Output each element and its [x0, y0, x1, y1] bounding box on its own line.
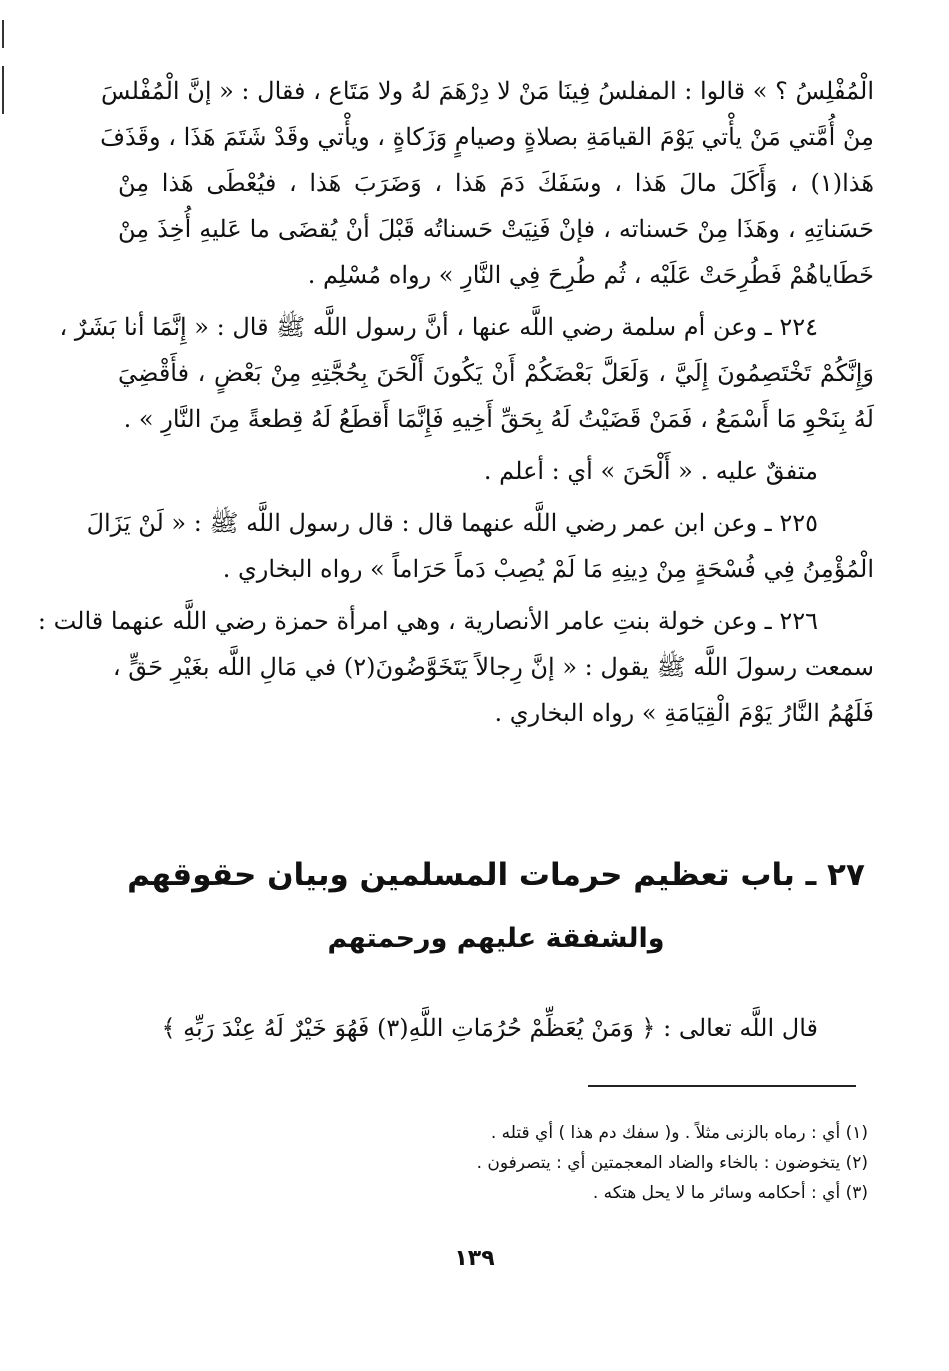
paragraph-hadith-225	[86, 500, 874, 592]
paragraph-hadith-223-end	[100, 68, 874, 298]
text-line: مِنْ أُمَّتي مَنْ يأْتي يَوْمَ القيامَةِ بصلاةٍ وصيامٍ وَزَكاةٍ ، ويأْتي وقَدْ شَتَمَ هَذَا ، وقَذَفَ	[100, 123, 874, 151]
quran-verse: قال اللَّه تعالى : ﴿ وَمَنْ يُعَظِّمْ حُرُمَاتِ اللَّهِ(٣) فَهُوَ خَيْرٌ لَهُ عِنْدَ رَبِّهِ ﴾	[161, 1014, 818, 1042]
text-line: ٢٢٥ ـ وعن ابن عمر رضي اللَّه عنهما قال : قال رسول اللَّه ﷺ : « لَنْ يَزَالَ	[86, 509, 818, 537]
text-line: خَطَاياهُمْ فَطُرِحَتْ عَلَيْه ، ثُم طُرِحَ فِي النَّارِ » رواه مُسْلِم .	[307, 261, 874, 289]
paragraph-hadith-226	[37, 598, 874, 736]
footnote: (٢) يتخوضون : بالخاء والضاد المعجمتين أي : يتصرفون .	[476, 1153, 868, 1173]
paragraph-hadith-224	[59, 304, 874, 442]
text-line: وَإِنَّكُمْ تَخْتَصِمُونَ إِلَيَّ ، وَلَعَلَّ بَعْضَكُمْ أَنْ يَكُونَ أَلْحَنَ بِحُجَّتِهِ مِنْ بَعْضٍ ، فأَقْضِيَ	[118, 359, 874, 387]
binding-mark	[2, 20, 4, 48]
text-line: لَهُ بِنَحْوِ مَا أَسْمَعُ ، فَمَنْ قَضَيْتُ لَهُ بِحَقِّ أَخِيهِ فَإِنَّمَا أَقطَعُ لَهُ قِطعةً مِنَ النَّارِ » .	[123, 405, 874, 433]
binding-mark	[2, 66, 4, 114]
text-line: حَسَناتِهِ ، وهَذَا مِنْ حَسناته ، فإنْ فَنِيَتْ حَسناتُه قَبْلَ أنْ يُقضَى ما عَليهِ أُخِذَ مِنْ	[118, 215, 874, 243]
text-line: ٢٢٤ ـ وعن أم سلمة رضي اللَّه عنها ، أنَّ رسول اللَّه ﷺ قال : « إِنَّمَا أنا بَشَرٌ ،	[59, 313, 818, 341]
text-line: فَلَهُمُ النَّارُ يَوْمَ الْقِيَامَةِ » رواه البخاري .	[494, 699, 874, 727]
footnotes	[118, 1118, 868, 1208]
text-line: الْمُؤْمِنُ فِي فُسْحَةٍ مِنْ دِينِهِ مَا لَمْ يُصِبْ دَماً حَرَاماً » رواه البخاري .	[222, 555, 874, 583]
text-line: متفقٌ عليه . « أَلْحَنَ » أي : أعلم .	[483, 457, 818, 485]
footnote: (١) أي : رماه بالزنى مثلاً . و( سفك دم هذا ) أي قتله .	[490, 1123, 868, 1143]
text-line: سمعت رسولَ اللَّه ﷺ يقول : « إنَّ رِجالاً يَتَخَوَّضُونَ(٢) في مَالِ اللَّه بغَيْرِ حَقٍّ ،	[112, 653, 874, 681]
page-number: ١٣٩	[454, 1246, 495, 1271]
footnote: (٣) أي : أحكامه وسائر ما لا يحل هتكه .	[592, 1183, 868, 1203]
body-text	[37, 68, 874, 736]
chapter-heading: ٢٧ ـ باب تعظيم حرمات المسلمين وبيان حقوقهم	[127, 857, 865, 893]
paragraph-hadith-224-note	[118, 448, 874, 494]
footnote-divider	[588, 1085, 856, 1087]
chapter-subheading: والشفقة عليهم ورحمتهم	[327, 923, 665, 954]
text-line: هَذا(١) ، وَأَكَلَ مالَ هَذا ، وسَفَكَ دَمَ هَذا ، وَضَرَبَ هَذا ، فيُعْطَى هَذا مِنْ	[118, 169, 874, 197]
text-line: ٢٢٦ ـ وعن خولة بنتِ عامر الأنصارية ، وهي امرأة حمزة رضي اللَّه عنهما قالت :	[37, 607, 818, 635]
text-line: الْمُفْلِسُ ؟ » قالوا : المفلسُ فِينَا مَنْ لا دِرْهَمَ لهُ ولا مَتَاع ، فقال : « إنَّ الْمُفْلسَ	[101, 77, 874, 105]
